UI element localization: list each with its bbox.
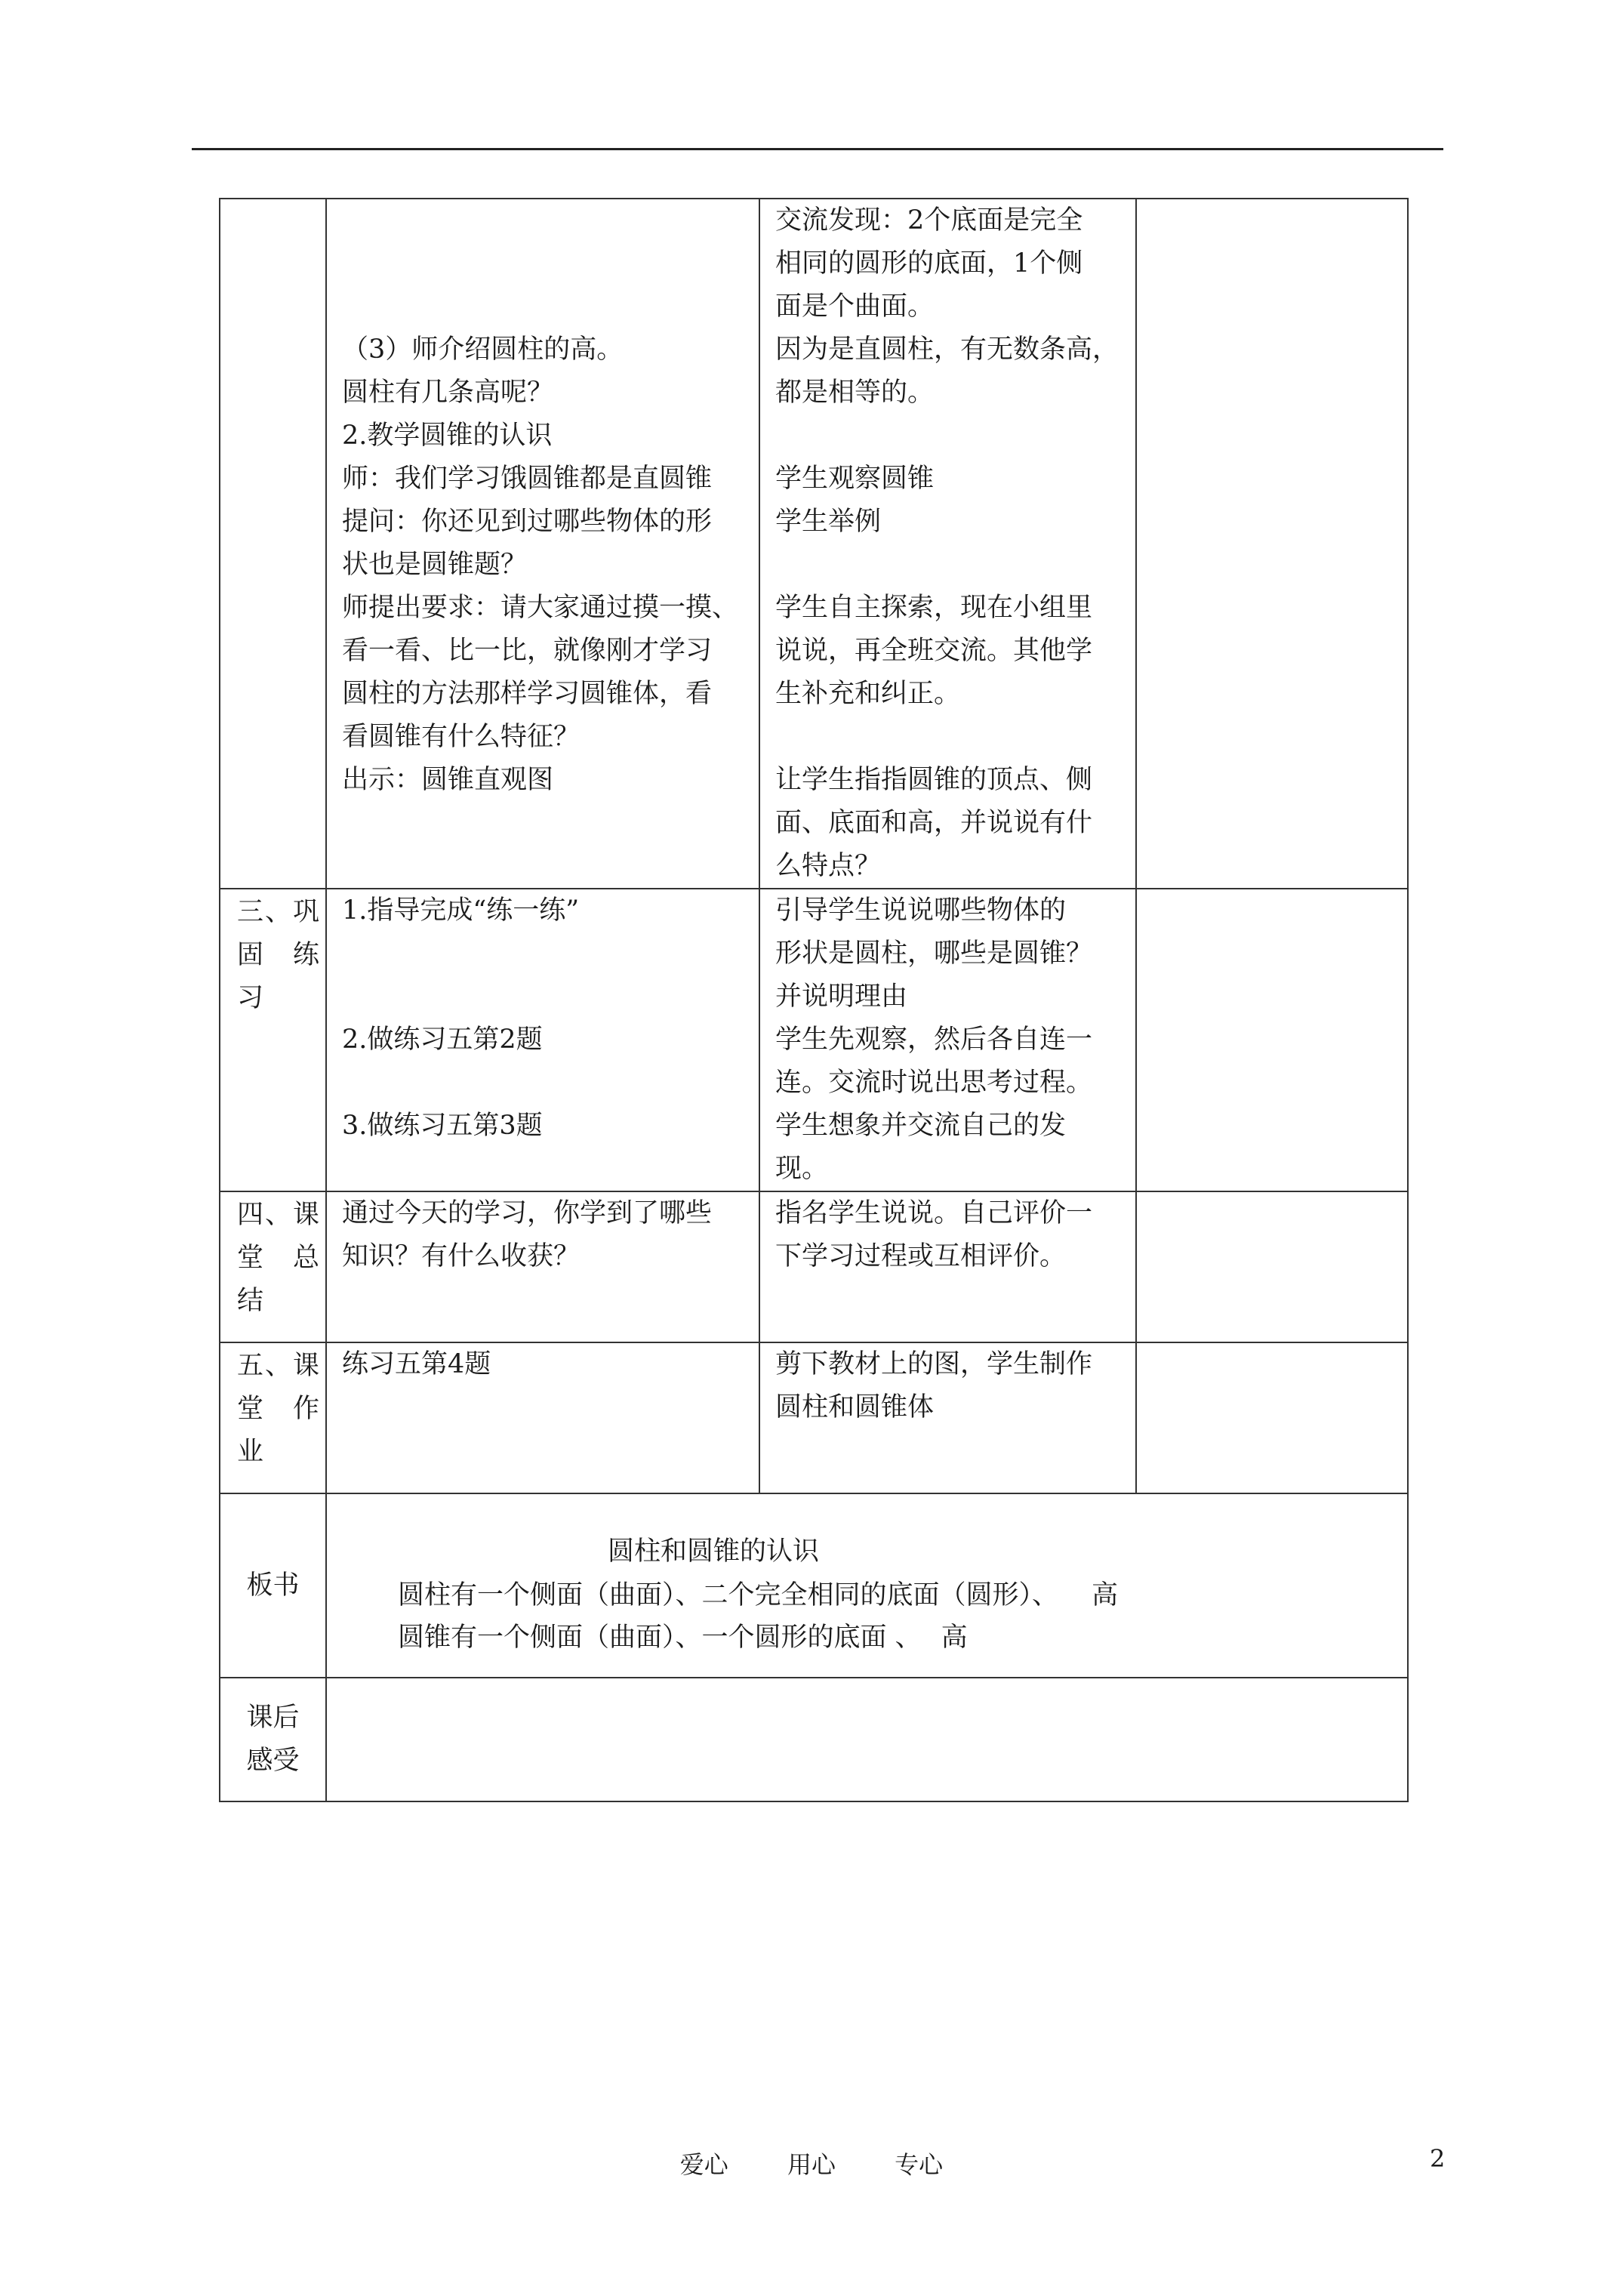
text-line: 2.教学圆锥的认识 [342,421,553,451]
board-line-cone [398,1616,968,1660]
table-row-homework [220,1342,1408,1493]
text-line: 四、课 [237,1200,322,1230]
text-line: 学生自主探索，现在小组里 [775,593,1093,623]
board-line-text: 圆柱有一个侧面（曲面）、二个完全相同的底面（圆形）、 [398,1580,1059,1610]
table-row-teaching-cone [220,199,1408,889]
text-line: 学生先观察，然后各自连一 [775,1025,1093,1055]
text-line: 都是相等的。 [775,378,935,408]
section-label-cell [220,889,326,1191]
board-label: 板书 [220,1493,326,1678]
board-line-text: 圆锥有一个侧面（曲面）、一个圆形的底面 、 [398,1623,922,1653]
board-line-cylinder [398,1574,1118,1617]
text-line: 形状是圆柱，哪些是圆锥？ [775,938,1093,969]
text-line: 圆柱的方法那样学习圆锥体，看 [342,679,713,709]
page-footer [0,2146,1623,2180]
text-line: 面、底面和高，并说说有什 [775,808,1093,838]
text-line: 堂 作 [237,1394,322,1424]
teacher-activity-cell [326,199,759,889]
text-line: 让学生指指圆锥的顶点、侧 [775,765,1093,795]
lesson-plan-table [219,198,1409,1802]
student-activity-cell [759,889,1136,1191]
table-row-reflection [220,1678,1408,1801]
reflection-content-cell [326,1678,1408,1801]
page-number: 2 [1430,2144,1446,2173]
text-line [775,716,1135,759]
text-line: 业 [237,1437,266,1467]
table-row-consolidation [220,889,1408,1191]
table-row-blackboard [220,1493,1408,1678]
notes-cell [1136,889,1408,1191]
text-line: 3.做练习五第3题 [342,1111,543,1141]
text-line: 并说明理由 [775,982,908,1012]
text-line: 状也是圆锥题？ [342,550,528,580]
text-line: 生补充和纠正。 [775,679,961,709]
notes-cell [1136,1342,1408,1493]
text-line [342,242,759,285]
text-line: 1.指导完成“练一练” [342,895,580,926]
text-line: 2.做练习五第2题 [342,1025,543,1055]
text-line [342,845,759,888]
student-activity-cell [759,199,1136,889]
board-title: 圆柱和圆锥的认识 [608,1536,820,1567]
section-label-cell [220,199,326,889]
text-line: 出示：圆锥直观图 [342,765,554,795]
student-activity-cell [759,1342,1136,1493]
text-line: 现。 [775,1154,829,1184]
text-line [342,285,759,328]
text-line: 学生想象并交流自己的发 [775,1111,1067,1141]
text-line: 提问：你还见到过哪些物体的形 [342,507,713,537]
text-line: 看一看、比一比，就像刚才学习 [342,636,713,666]
text-line: 相同的圆形的底面，1个侧 [775,248,1083,279]
text-line: 指名学生说说。自己评价一 [775,1198,1093,1228]
text-line: 堂 总 [237,1243,322,1273]
text-line: 固 练 [237,940,322,970]
text-line: 知识？有什么收获？ [342,1241,581,1271]
reflection-label [220,1678,326,1801]
text-line: 五、课 [237,1351,322,1381]
board-content-cell [326,1493,1408,1678]
teacher-activity-cell [326,889,759,1191]
text-line: 师：我们学习饿圆锥都是直圆锥 [342,464,713,494]
notes-cell [1136,199,1408,889]
teacher-activity-cell [326,1191,759,1342]
text-line: 圆柱和圆锥体 [775,1392,935,1422]
text-line: 说说，再全班交流。其他学 [775,636,1093,666]
reflection-label-line: 课后 [246,1703,300,1733]
text-line: 引导学生说说哪些物体的 [775,895,1067,926]
text-line: 通过今天的学习，你学到了哪些 [342,1198,713,1228]
text-line [775,415,1135,458]
text-line: 练习五第4题 [342,1349,491,1379]
text-line: （3）师介绍圆柱的高。 [342,334,624,365]
text-line: 因为是直圆柱，有无数条高， [775,334,1119,365]
text-line [342,802,759,845]
board-line-tail: 高 [941,1623,968,1653]
text-line: 学生举例 [775,507,882,537]
student-activity-cell [759,1191,1136,1342]
footer-item: 爱心 [679,2150,728,2179]
text-line: 结 [237,1286,266,1316]
footer-item: 专心 [895,2150,944,2179]
reflection-label-line: 感受 [246,1746,300,1776]
text-line: 师提出要求：请大家通过摸一摸、 [342,593,739,623]
text-line: 面是个曲面。 [775,291,935,322]
teacher-activity-cell [326,1342,759,1493]
text-line: 下学习过程或互相评价。 [775,1241,1067,1271]
text-line: 学生观察圆锥 [775,464,935,494]
text-line: 么特点？ [775,851,882,881]
table-row-summary [220,1191,1408,1342]
text-line [342,1062,759,1105]
notes-cell [1136,1191,1408,1342]
text-line [775,544,1135,587]
text-line: 交流发现：2个底面是完全 [775,205,1083,236]
text-line: 三、巩 [237,897,322,927]
text-line: 习 [237,983,266,1013]
text-line: 连。交流时说出思考过程。 [775,1068,1093,1098]
text-line: 看圆锥有什么特征？ [342,722,581,752]
footer-item: 用心 [787,2150,836,2179]
text-line [342,199,759,242]
text-line [342,932,759,975]
text-line [342,975,759,1019]
text-line: 圆柱有几条高呢？ [342,378,554,408]
board-line-tail: 高 [1092,1580,1119,1610]
header-rule [192,148,1443,150]
section-label-cell [220,1342,326,1493]
text-line: 剪下教材上的图，学生制作 [775,1349,1093,1379]
section-label-cell [220,1191,326,1342]
